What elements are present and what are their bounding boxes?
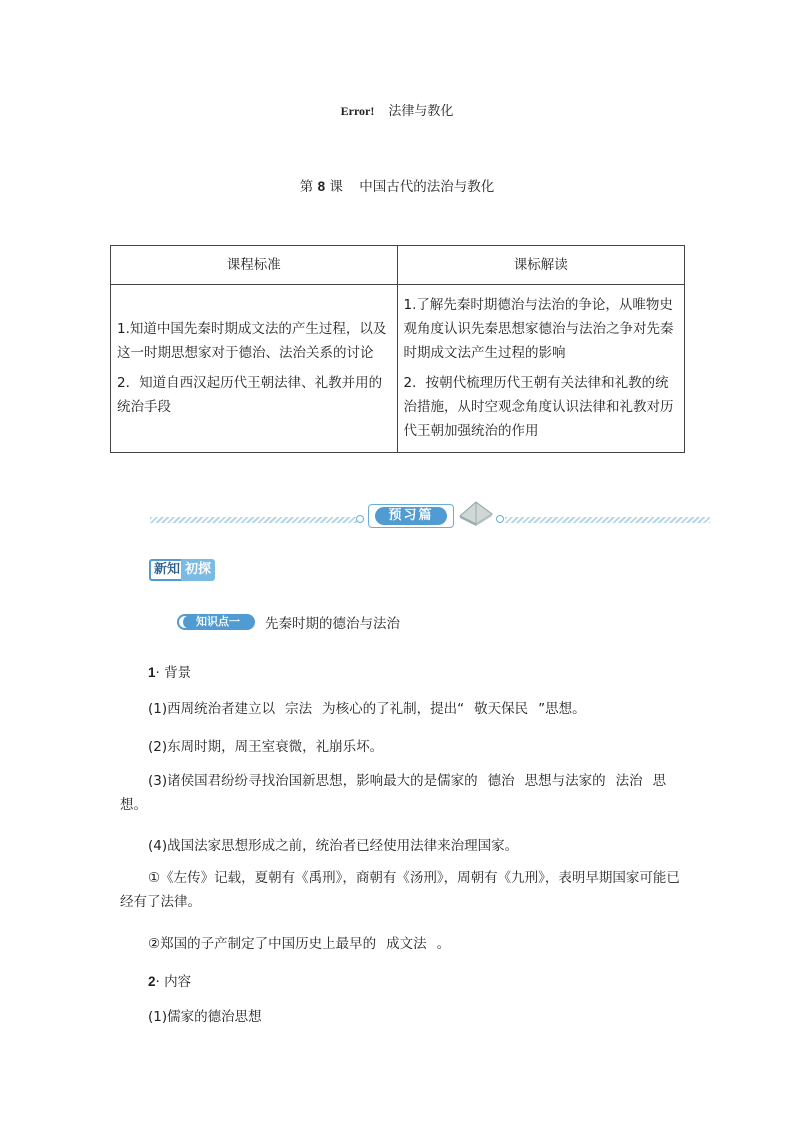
section-title: · 内容 bbox=[155, 974, 192, 990]
badge-part-explore: 初探 bbox=[181, 559, 215, 581]
interpretation-item: 1.了解先秦时期德治与法治的争论，从唯物史观角度认识先秦思想家德治与法治之争对先秦时期成文法产生过程的影响 bbox=[403, 297, 674, 361]
standard-item: 2．知道自西汉起历代王朝法律、礼教并用的统治手段 bbox=[117, 375, 383, 415]
banner-label: 预习篇 bbox=[375, 507, 447, 525]
interpretation-item: 2．按朝代梳理历代王朝有关法律和礼教的统治措施，从时空观念角度认识法律和礼教对历代王朝加强统治的作用 bbox=[403, 375, 674, 439]
answer-blank: 法治 bbox=[615, 773, 643, 789]
banner-dot-right bbox=[496, 515, 504, 523]
header-standards: 课程标准 bbox=[111, 246, 398, 285]
header-interpretation: 课标解读 bbox=[397, 246, 685, 285]
crescent-icon bbox=[179, 616, 191, 628]
error-marker: Error! bbox=[340, 104, 375, 118]
lesson-number: 8 bbox=[317, 179, 326, 194]
text: 思想与法家的 bbox=[524, 773, 606, 789]
text: (3)诸侯国君纷纷寻找治国新思想，影响最大的是儒家的 bbox=[148, 773, 478, 789]
paragraph-5: ①《左传》记载，夏朝有《禹刑》，商朝有《汤刑》，周朝有《九刑》，表明早期国家可能已经有了法律。 bbox=[120, 870, 680, 910]
interpretation-cell bbox=[397, 285, 685, 453]
paragraph-6 bbox=[148, 932, 450, 952]
badge-part-new: 新知 bbox=[149, 559, 185, 581]
table-row bbox=[111, 285, 685, 453]
knowledge-point-title: 先秦时期的德治与法治 bbox=[265, 616, 400, 632]
paragraph-2: (2)东周时期，周王室衰微，礼崩乐坏。 bbox=[148, 739, 384, 755]
answer-blank: 成文法 bbox=[386, 936, 427, 952]
section-title: · 背景 bbox=[155, 665, 192, 681]
text: (1)西周统治者建立以 bbox=[148, 701, 276, 717]
text: ②郑国的子产制定了中国历史上最早的 bbox=[148, 936, 377, 952]
knowledge-point-heading bbox=[177, 612, 400, 632]
unit-title: 法律与教化 bbox=[388, 104, 454, 119]
banner-divider-right bbox=[505, 517, 710, 523]
paragraph-7: (1)儒家的德治思想 bbox=[148, 1009, 262, 1025]
answer-blank: 德治 bbox=[487, 773, 515, 789]
text: 思想。 bbox=[120, 773, 667, 813]
paragraph-1 bbox=[148, 697, 586, 717]
lesson-number-prefix: 第 bbox=[299, 179, 314, 195]
answer-blank: 宗法 bbox=[285, 701, 313, 717]
banner-dot-left bbox=[356, 515, 364, 523]
lesson-heading bbox=[0, 175, 794, 195]
text: 为核心的了礼制，提出“ bbox=[322, 701, 465, 717]
banner-divider-left bbox=[150, 517, 358, 523]
knowledge-point-badge bbox=[177, 614, 255, 630]
new-knowledge-badge bbox=[149, 559, 215, 581]
lesson-title: 中国古代的法治与教化 bbox=[359, 179, 495, 195]
text: ”思想。 bbox=[538, 701, 586, 717]
book-icon bbox=[456, 496, 496, 526]
unit-heading bbox=[0, 100, 794, 119]
lesson-number-suffix: 课 bbox=[329, 179, 343, 195]
preview-section-banner bbox=[150, 496, 710, 532]
knowledge-point-badge-label: 知识点一 bbox=[196, 615, 240, 628]
table-header-row bbox=[111, 246, 685, 285]
section-heading-background bbox=[148, 661, 191, 681]
standards-cell bbox=[111, 285, 398, 453]
section-number: 2 bbox=[148, 974, 156, 989]
paragraph-4: (4)战国法家思想形成之前，统治者已经使用法律来治理国家。 bbox=[148, 838, 519, 854]
section-heading-content bbox=[148, 970, 191, 990]
section-number: 1 bbox=[148, 665, 156, 680]
paragraph-3 bbox=[120, 769, 680, 817]
text: 。 bbox=[436, 936, 451, 952]
answer-blank: 敬天保民 bbox=[474, 701, 529, 717]
standards-table bbox=[110, 245, 685, 453]
standard-item: 1.知道中国先秦时期成文法的产生过程，以及这一时期思想家对于德治、法治关系的讨论 bbox=[117, 321, 387, 361]
banner-label-box bbox=[368, 504, 454, 528]
